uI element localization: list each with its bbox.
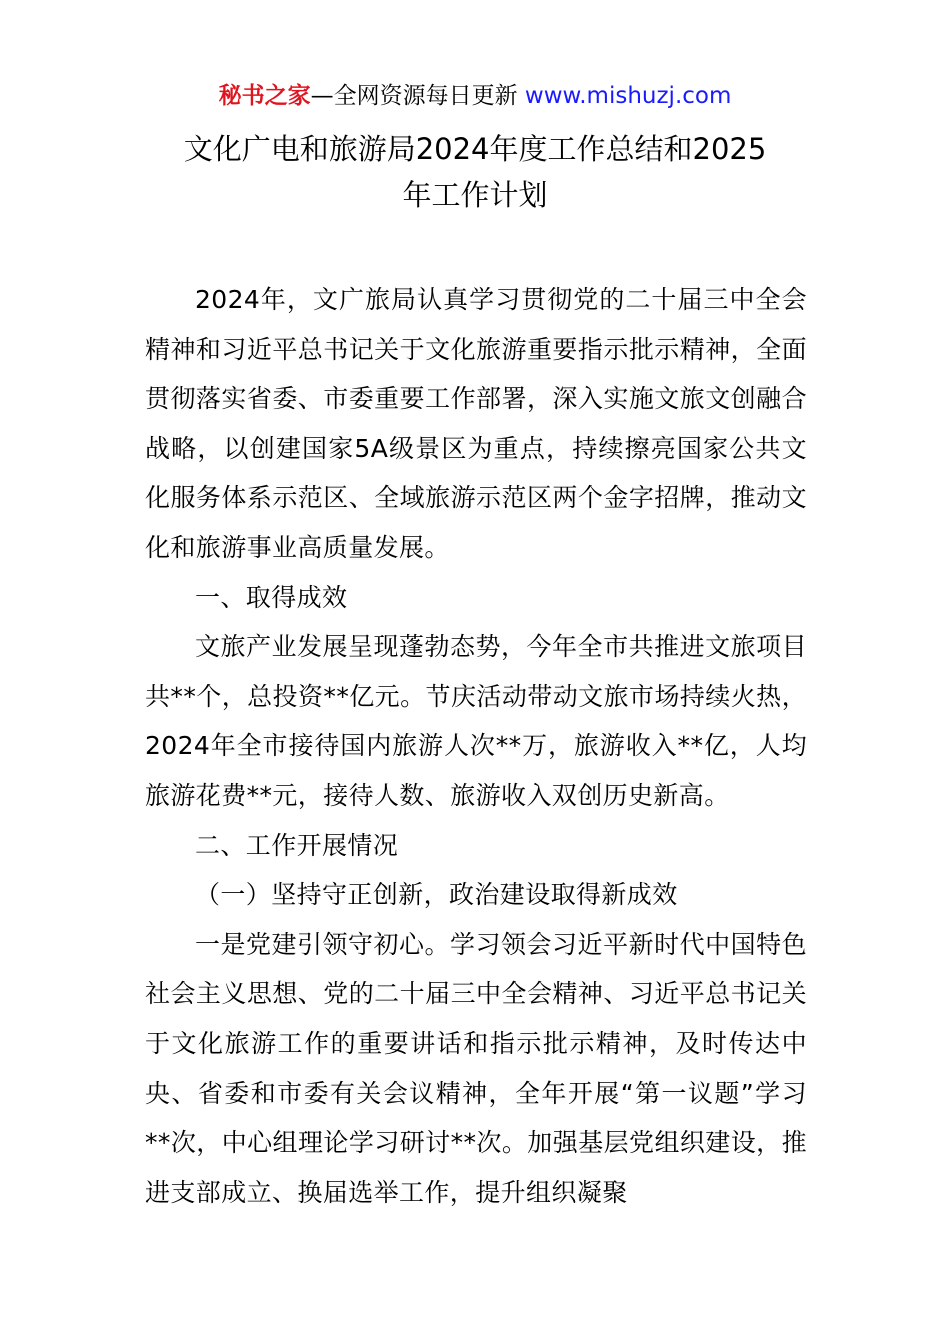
document-title-line-2: 年工作计划 xyxy=(402,178,548,212)
site-url-link[interactable]: www.mishuzj.com xyxy=(524,83,732,109)
section-heading-work: 二、工作开展情况 xyxy=(195,830,399,860)
section-heading-results: 一、取得成效 xyxy=(195,582,348,612)
site-name: 秘书之家 xyxy=(218,83,311,109)
site-tagline: —全网资源每日更新 xyxy=(310,83,525,109)
results-paragraph: 文旅产业发展呈现蓬勃态势，今年全市共推进文旅项目共**个，总投资**亿元。节庆活动带动文旅市场持续火热，2024年全市接待国内旅游人次**万，旅游收入**亿，人均旅游花费**元，接待人数、旅游收入双创历史新高。 xyxy=(145,632,807,810)
document-body xyxy=(145,275,807,1217)
site-header xyxy=(0,80,950,112)
party-building-paragraph: 一是党建引领守初心。学习领会习近平新时代中国特色社会主义思想、党的二十届三中全会精神、习近平总书记关于文化旅游工作的重要讲话和指示批示精神，及时传达中央、省委和市委有关会议精神，全年开展“第一议题”学习**次，中心组理论学习研讨**次。加强基层党组织建设，推进支部成立、换届选举工作，提升组织凝聚 xyxy=(145,929,807,1207)
subsection-heading-1: （一）坚持守正创新，政治建设取得新成效 xyxy=(195,880,678,910)
intro-paragraph: 2024年，文广旅局认真学习贯彻党的二十届三中全会精神和习近平总书记关于文化旅游重要指示批示精神，全面贯彻落实省委、市委重要工作部署，深入实施文旅文创融合战略，以创建国家5A级景区为重点，持续擦亮国家公共文化服务体系示范区、全域旅游示范区两个金字招牌，推动文化和旅游事业高质量发展。 xyxy=(145,285,807,562)
document-title xyxy=(150,126,800,218)
document-title-line-1: 文化广电和旅游局2024年度工作总结和2025 xyxy=(183,132,767,166)
